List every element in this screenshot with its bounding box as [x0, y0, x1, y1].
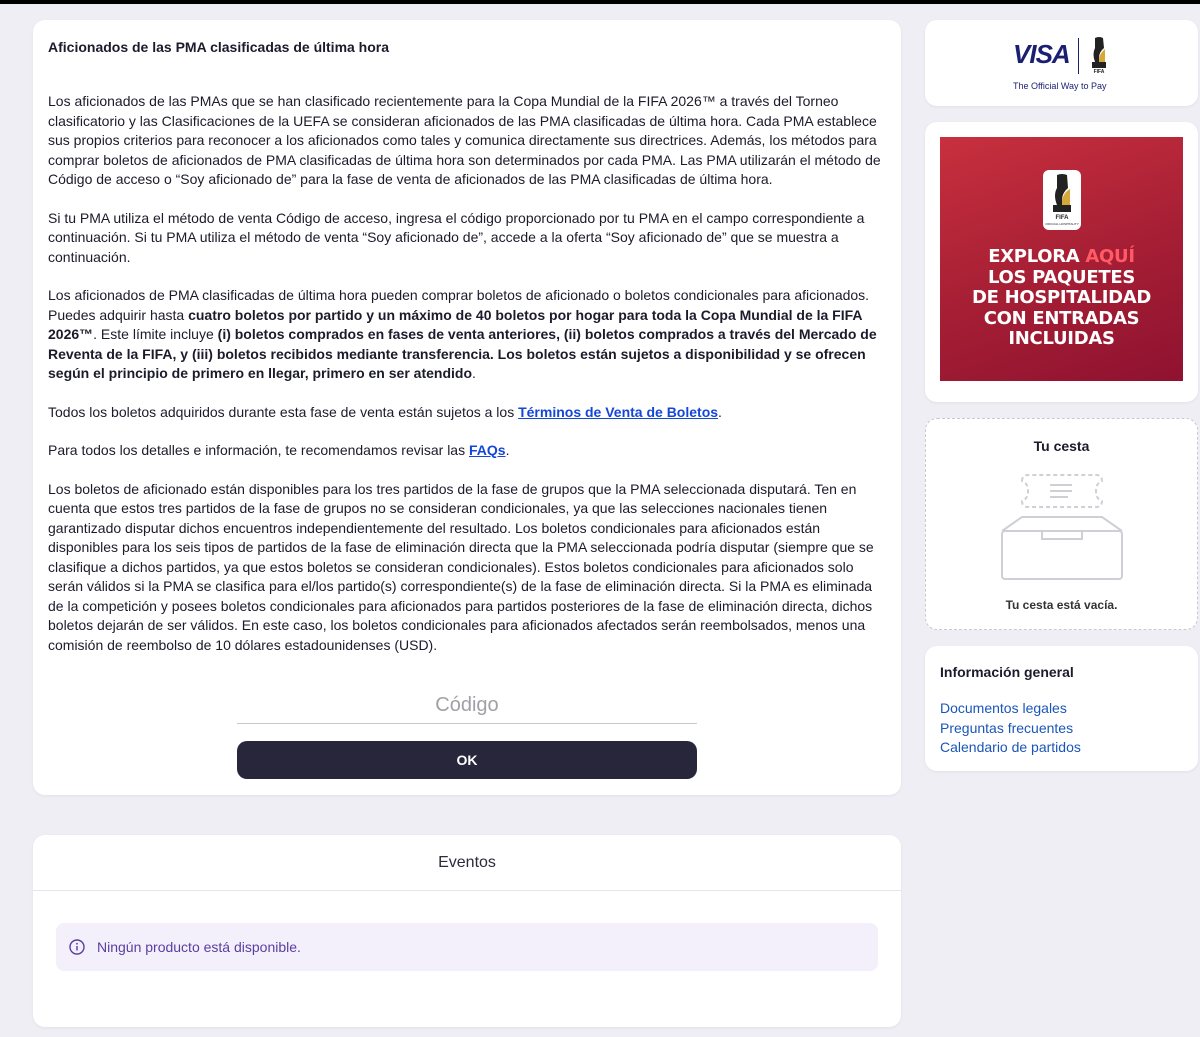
- conditional-tickets-paragraph: Los boletos de aficionado están disponibles para los tres partidos de la fase de grupos que la PMA seleccionada disputará. Ten en cuenta que estos tres partidos de la fase de grupos no se consideran condicionales, ya que las selecciones nacionales tienen garantizado disputar dichos encuentros independientemente del resultado. Los boletos condicionales para aficionados están disponibles para los seis tipos de partidos de la fase de eliminación directa que la PMA seleccionada podría disputar (siempre que se clasifique a dichos partidos, ya que estos boletos se consideran condicionales). Estos boletos condicionales para aficionados solo serán válidos si la PMA se clasifica para el/los partido(s) correspondiente(s) de la fase de eliminación directa. Si la PMA es eliminada de la competición y posees boletos condicionales para aficionados para partidos posteriores de la fase de eliminación directa, dichos boletos dejarán de ser válidos. En este caso, los boletos condicionales para aficionados afectados serán reembolsados, menos una comisión de reembolso de 10 dólares estadounidenses (USD).: [48, 480, 874, 653]
- general-info-card: [925, 646, 1198, 771]
- intro-paragraph: Los aficionados de las PMAs que se han clasificado recientemente para la Copa Mundial de la FIFA 2026™ a través del Torneo clasificatorio y las Clasificaciones de la UEFA se consideran aficionados de las PMA clasificadas de última hora. Cada PMA establece sus propios criterios para reconocer a los aficionados como tales y comunica directamente sus directrices. Además, los métodos para comprar boletos de aficionados de PMA clasificadas de última hora son determinados por cada PMA. Las PMA utilizarán el método de Código de acceso o “Soy aficionado de” para la fase de venta de aficionados de las PMA clasificadas de última hora.: [48, 93, 881, 187]
- faq-text-end: .: [505, 442, 510, 458]
- promo-trophy-label: FIFA: [1055, 215, 1069, 221]
- top-bar: [0, 0, 1200, 4]
- access-code-input[interactable]: [237, 688, 697, 724]
- promo-line-2: LOS PAQUETES: [988, 266, 1135, 288]
- no-products-text: Ningún producto está disponible.: [97, 939, 301, 955]
- ticket-limit-text-2: . Este límite incluye: [93, 326, 218, 342]
- page-title: Aficionados de las PMA clasificadas de última hora: [48, 39, 390, 55]
- terms-text: Todos los boletos adquiridos durante esta fase de venta están sujetos a los: [48, 403, 519, 420]
- terms-text-end: .: [718, 403, 722, 420]
- faqs-link[interactable]: FAQs: [468, 442, 506, 458]
- ticket-limit-paragraph: [48, 286, 888, 384]
- ticket-limit-bold: cuatro boletos por partido y un máximo de 40 boletos por hogar para toda la Copa Mundial de la FIFA 2026™: [48, 306, 862, 342]
- cart-empty-message: Tu cesta está vacía.: [1005, 598, 1118, 612]
- ticket-limit-bold-2: (i) boletos comprados en fases de venta anteriores, (ii) boletos comprados a través del Mercado de Reventa de la FIFA, y (iii) boletos recibidos mediante transferencia. Los boletos están sujetos a disponibilidad y se ofrecen según el principio de primero en llegar, primero en ser atendido: [48, 326, 877, 381]
- empty-cart-icon: [998, 469, 1126, 586]
- world-cup-trophy-icon: [1086, 36, 1112, 79]
- terms-link[interactable]: Términos de Venta de Boletos: [518, 403, 719, 420]
- faq-paragraph: [48, 441, 888, 461]
- match-schedule-link[interactable]: Calendario de partidos: [940, 739, 1081, 755]
- cart-card: [925, 418, 1198, 630]
- faq-link[interactable]: Preguntas frecuentes: [940, 719, 1074, 736]
- promo-line-5: INCLUIDAS: [1008, 328, 1115, 349]
- main-content: [48, 37, 888, 655]
- promo-line-4: CON ENTRADAS: [983, 307, 1140, 329]
- ticket-limit-text: Los aficionados de PMA clasificadas de última hora pueden comprar boletos de aficionado o boletos condicionales para aficionados. Puedes adquirir hasta: [48, 287, 870, 323]
- cart-title: Tu cesta: [1033, 438, 1090, 454]
- visa-tagline: The Official Way to Pay: [1013, 81, 1107, 91]
- events-title: Eventos: [33, 835, 901, 891]
- hospitality-promo-banner[interactable]: [940, 137, 1183, 381]
- general-info-title: Información general: [940, 664, 1074, 680]
- access-code-paragraph: Si tu PMA utiliza el método de venta Código de acceso, ingresa el código proporcionado por tu PMA en el campo correspondiente a continuación. Si tu PMA utiliza el método de venta “Soy aficionado de”, accede a la oferta “Soy aficionado de” que se muestra a continuación.: [48, 209, 865, 265]
- promo-highlight: AQUÍ: [1085, 246, 1135, 267]
- fifa-hospitality-trophy-icon: [1043, 170, 1081, 235]
- info-icon: [69, 939, 85, 955]
- main-content-card: [33, 20, 901, 795]
- terms-paragraph: [48, 403, 888, 423]
- promo-headline: [940, 247, 1183, 350]
- ok-button[interactable]: OK: [237, 741, 697, 779]
- ticket-limit-text-3: .: [472, 365, 476, 381]
- legal-documents-link[interactable]: Documentos legales: [940, 700, 1067, 716]
- promo-line-1-a: EXPLORA: [988, 246, 1086, 267]
- faq-text: Para todos los detalles e información, te recomendamos revisar las: [48, 442, 469, 458]
- sponsor-card: [925, 20, 1198, 106]
- events-card: [33, 835, 901, 1027]
- no-products-notice: [56, 923, 878, 971]
- general-info-links: [940, 699, 1081, 758]
- promo-trophy-sub: OFFICIAL HOSPITALITY: [1045, 222, 1079, 226]
- logo-divider: [1078, 38, 1079, 74]
- sponsor-trophy-label: FIFA: [1093, 69, 1105, 74]
- promo-card: [925, 122, 1198, 402]
- promo-line-1: [940, 247, 1183, 268]
- visa-wordmark: VISA: [1013, 39, 1070, 69]
- promo-line-3: DE HOSPITALIDAD: [971, 287, 1152, 308]
